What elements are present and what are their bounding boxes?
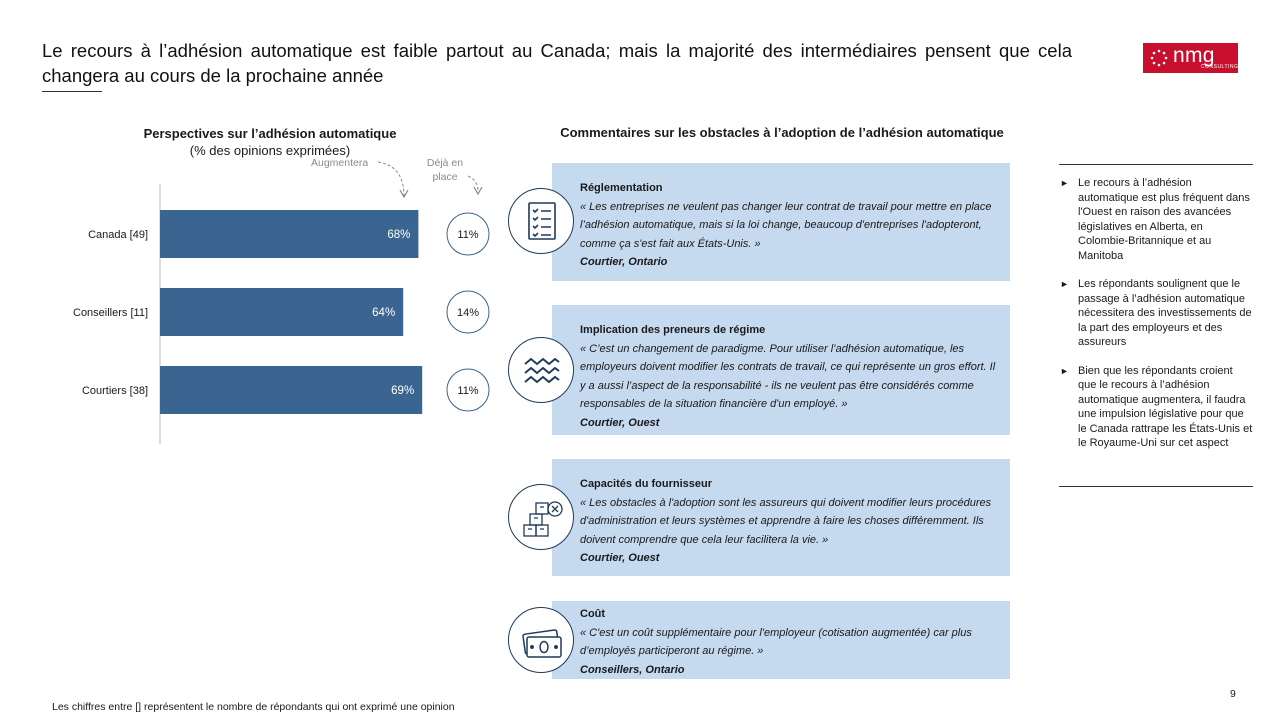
comment-box-capacites — [552, 459, 1010, 576]
company-logo — [1143, 43, 1238, 73]
key-point — [1060, 277, 1254, 350]
deja-en-place-label: 11% — [457, 385, 479, 397]
deja-en-place-label: 11% — [457, 229, 479, 241]
bullet-arrow-icon: ► — [1060, 365, 1069, 376]
logo-subtext: CONSULTING — [1201, 64, 1239, 70]
bar-value-label: 68% — [387, 229, 411, 241]
comments-title: Commentaires sur les obstacles à l’adoption de l’adhésion automatique — [560, 125, 1004, 140]
waves-icon — [508, 337, 574, 403]
bar — [160, 210, 418, 258]
key-points-bottom-rule — [1059, 486, 1253, 487]
key-point-text: Bien que les répondants croient que le recours à l’adhésion automatique augmentera, il faudra une impulsion législative pour que le Canada rattrape les États-Unis et le Royaume-Uni sur cet aspect — [1078, 364, 1253, 449]
category-label: Canada [49] — [88, 229, 148, 241]
comment-quote: « C'est un coût supplémentaire pour l'employeur (cotisation augmentée) car plus d’employés participeront au régime. » — [580, 626, 972, 657]
annotation-deja-line2: place — [432, 171, 458, 183]
deja-en-place-label: 14% — [456, 307, 480, 319]
money-icon — [508, 607, 574, 673]
bar — [160, 288, 403, 336]
key-points-top-rule — [1059, 164, 1253, 165]
page-number: 9 — [1230, 688, 1236, 700]
bar-value-label: 64% — [372, 307, 396, 319]
bar — [160, 366, 422, 414]
slide-title: Le recours à l’adhésion automatique est faible partout au Canada; mais la majorité des intermédiaires pensent que cela changera au cours de la prochaine année — [42, 40, 1072, 86]
comment-source: Courtier, Ontario — [580, 256, 668, 268]
annotation-augmentera: Augmentera — [311, 157, 369, 169]
comment-heading: Coût — [580, 608, 606, 620]
comment-quote: « Les entreprises ne veulent pas changer leur contrat de travail pour mettre en place l’adhésion automatique, mais si la loi change, beaucoup d'entreprises l'adopteront, comme ça s'est fait aux États-Unis. » — [580, 200, 992, 250]
comment-source: Conseillers, Ontario — [580, 663, 685, 676]
bullet-arrow-icon: ► — [1060, 279, 1069, 289]
comment-quote: « C’est un changement de paradigme. Pour utiliser l’adhésion automatique, les employeurs doivent modifier les contrats de travail, ce qui représente un gros effort. Il y a aussi l’aspect de la responsabilité - ils ne veulent pas être considérés comme responsables de la situation financière d'un employé. » — [580, 342, 996, 410]
comment-heading: Implication des preneurs de régime — [580, 324, 766, 336]
footnote: Les chiffres entre [] représentent le nombre de répondants qui ont exprimé une opinion — [52, 701, 455, 713]
logo-dots-icon — [1150, 49, 1168, 67]
key-point-text: Le recours à l’adhésion automatique est plus fréquent dans l'Ouest en raison des avancées législatives en Alberta, en Colombie-Britannique et au Manitoba — [1078, 177, 1250, 262]
comment-box-cout — [552, 601, 1010, 679]
comment-source: Courtier, Ouest — [580, 552, 660, 564]
logo-text: nmg — [1173, 44, 1215, 67]
comment-heading: Réglementation — [580, 182, 663, 194]
key-point — [1060, 364, 1254, 451]
checklist-icon — [508, 188, 574, 254]
bullet-arrow-icon: ► — [1060, 178, 1069, 188]
category-label: Conseillers [11] — [73, 307, 148, 319]
bar-chart — [0, 0, 520, 460]
chart-subtitle: (% des opinions exprimées) — [189, 143, 351, 158]
comment-box-reglementation — [552, 163, 1010, 281]
annotation-deja-line1: Déjà en — [426, 157, 464, 169]
comment-quote: « Les obstacles à l'adoption sont les assureurs qui doivent modifier leurs procédures d'administration et leurs systèmes et apprendre à faire les choses différemment. Ils doivent comprendre que cela leur facilitera la vie. » — [580, 496, 992, 546]
comment-source: Courtier, Ouest — [580, 416, 660, 429]
category-label: Courtiers [38] — [81, 385, 148, 397]
comment-box-implication — [552, 305, 1010, 435]
annotation-arrow-circles — [468, 176, 478, 192]
key-point-text: Les répondants soulignent que le passage à l’adhésion automatique nécessitera des investissements de la part des employeurs et des assureurs — [1078, 278, 1252, 348]
key-points-list — [1060, 176, 1254, 465]
comment-heading: Capacités du fournisseur — [580, 478, 713, 490]
key-point — [1060, 176, 1254, 263]
chart-title: Perspectives sur l’adhésion automatique — [143, 126, 397, 141]
bar-value-label: 69% — [391, 385, 415, 397]
boxes-icon — [508, 484, 574, 550]
